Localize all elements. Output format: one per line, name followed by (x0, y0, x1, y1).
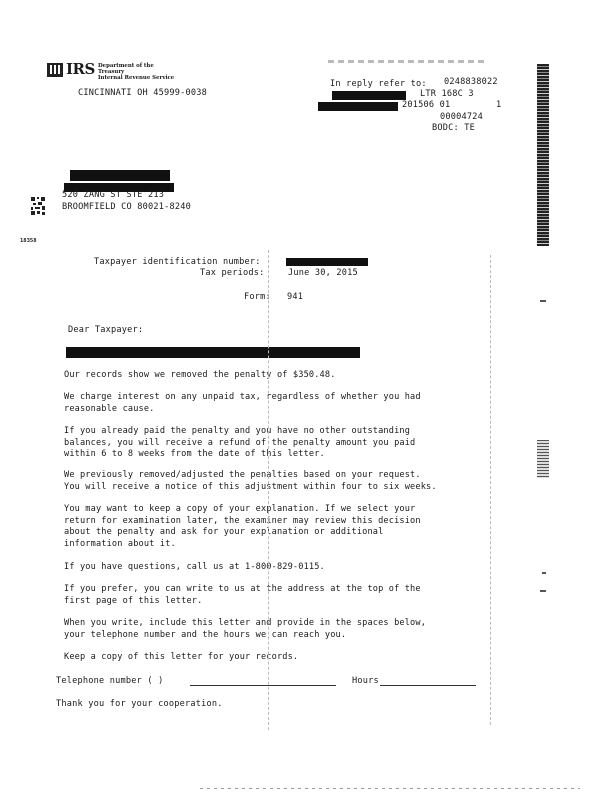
hours-field[interactable] (380, 685, 476, 686)
keep-copy-paragraph: Keep a copy of this letter for your records. (64, 652, 299, 662)
redacted-block (332, 91, 406, 100)
redacted-block (318, 102, 398, 111)
penalty-removed-paragraph: Our records show we removed the penalty of $350.48. (64, 370, 336, 380)
telephone-label: Telephone number ( ) (56, 676, 164, 686)
control-number: 00004724 (440, 112, 483, 122)
hours-label: Hours (352, 676, 379, 686)
fold-line (490, 255, 491, 725)
adjustment-paragraph: We previously removed/adjusted the penalties based on your request. You will receive a notice of this adjustment within four to six weeks. (64, 470, 437, 492)
scan-smudge (537, 440, 549, 478)
scan-edge-bar (537, 64, 549, 246)
eagle-seal-icon (46, 62, 64, 78)
bodc-code: BODC: TE (432, 123, 475, 133)
interest-paragraph: We charge interest on any unpaid tax, regardless of whether you had reasonable cause. (64, 392, 421, 414)
reply-ref-number: 0248838022 (444, 77, 498, 87)
include-letter-paragraph: When you write, include this letter and provide in the spaces below, your telephone number and the hours we can reach you. (64, 618, 427, 640)
redacted-tin (286, 258, 368, 266)
redacted-name (70, 170, 170, 181)
form-value: 941 (287, 292, 304, 302)
sequence-number: 1 (496, 100, 502, 110)
fold-line (268, 250, 269, 730)
tin-label: Taxpayer identification number: (94, 257, 261, 267)
tax-periods-label: Tax periods: (200, 268, 265, 278)
scan-speck (542, 572, 546, 574)
scan-speck (540, 590, 546, 592)
questions-paragraph: If you have questions, call us at 1-800-829-0115. (64, 562, 325, 572)
scan-speck (540, 300, 546, 302)
letter-code: LTR 168C 3 (420, 89, 474, 99)
tax-periods-value: June 30, 2015 (288, 268, 358, 278)
reply-refer-label: In reply refer to: (330, 79, 427, 89)
closing-line: Thank you for your cooperation. (56, 699, 223, 709)
bottom-scan-line (200, 788, 580, 789)
redacted-line (66, 347, 360, 358)
form-label: Form: (244, 292, 271, 302)
service-line: Internal Revenue Service (98, 75, 175, 81)
irs-logo (46, 60, 176, 82)
telephone-field[interactable] (190, 685, 336, 686)
margin-code: 18358 (20, 238, 37, 244)
salutation: Dear Taxpayer: (68, 325, 144, 335)
qr-code-icon (30, 196, 46, 216)
explanation-paragraph: You may want to keep a copy of your explanation. If we select your return for examination later, the examiner may review this decision about the penalty and ask for your explanation or additional information about it. (64, 504, 421, 549)
refund-paragraph: If you already paid the penalty and you have no other outstanding balances, you will receive a refund of the penalty amount you paid within 6 to 8 weeks from the date of this letter. (64, 426, 416, 459)
department-line: Department of the Treasury (98, 63, 154, 75)
agency-address: CINCINNATI OH 45999-0038 (78, 88, 207, 98)
top-smudge (328, 60, 488, 63)
recipient-city: BROOMFIELD CO 80021-8240 (62, 202, 191, 212)
recipient-street: 520 ZANG ST STE 213 (62, 190, 165, 200)
write-paragraph: If you prefer, you can write to us at the address at the top of the first page of this letter. (64, 584, 421, 606)
irs-logo-text: IRS (66, 60, 95, 78)
period-code: 201506 01 (402, 100, 451, 110)
